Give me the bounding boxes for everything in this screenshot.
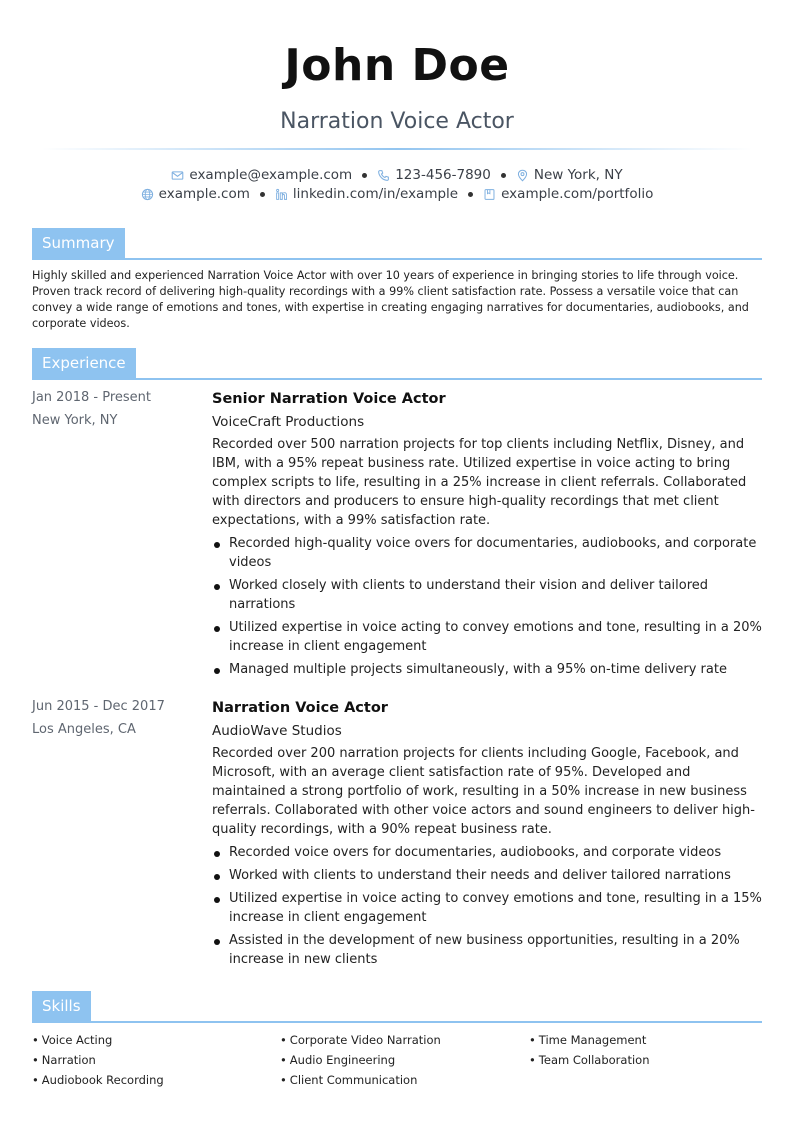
job-details	[212, 389, 762, 683]
contact-linkedin[interactable]	[275, 185, 458, 203]
job-bullets	[212, 843, 762, 969]
list-item: Worked with clients to understand their needs and deliver tailored narrations	[212, 866, 762, 885]
skill-item: • Audiobook Recording	[32, 1070, 164, 1090]
location-text: New York, NY	[533, 167, 623, 183]
section-title-experience: Experience	[32, 348, 136, 378]
list-item: Assisted in the development of new business opportunities, resulting in a 20% increase in new clients	[212, 931, 762, 969]
job-role: Narration Voice Actor	[212, 700, 388, 716]
skill-item: • Corporate Video Narration	[280, 1030, 441, 1050]
job-dates: Jun 2015 - Dec 2017	[32, 699, 165, 714]
job-bullets	[212, 534, 762, 679]
separator-dot	[362, 173, 367, 178]
skills-column	[529, 1030, 650, 1070]
globe-icon	[141, 188, 154, 201]
job-role: Senior Narration Voice Actor	[212, 391, 446, 407]
job-dates: Jan 2018 - Present	[32, 390, 151, 405]
envelope-icon	[171, 169, 184, 182]
separator-dot	[260, 192, 265, 197]
section-rule	[32, 258, 762, 260]
summary-section-header	[32, 228, 762, 260]
skills-section-header	[32, 991, 762, 1023]
job-location: Los Angeles, CA	[32, 722, 136, 737]
section-rule	[32, 1021, 762, 1023]
contact-location	[516, 166, 623, 184]
skill-item: • Audio Engineering	[280, 1050, 441, 1070]
phone-icon	[377, 169, 390, 182]
list-item: Worked closely with clients to understand their vision and deliver tailored narrations	[212, 576, 762, 614]
section-title-summary: Summary	[32, 228, 125, 258]
linkedin-text: linkedin.com/in/example	[292, 186, 459, 202]
list-item: Utilized expertise in voice acting to convey emotions and tone, resulting in a 15% increase in client engagement	[212, 889, 762, 927]
job-company: VoiceCraft Productions	[212, 414, 365, 430]
skill-item: • Client Communication	[280, 1070, 441, 1090]
section-title-skills: Skills	[32, 991, 91, 1021]
job-description: Recorded over 500 narration projects for top clients including Netflix, Disney, and IBM, with a 95% repeat business rate. Utilized expertise in voice acting to bring complex scripts to life, resulting in a 25% increase in client referrals. Collaborated with directors and producers to ensure high-quality recordings that met client expectations, with a 99% satisfaction rate.	[212, 437, 747, 528]
list-item: Managed multiple projects simultaneously, with a 95% on-time delivery rate	[212, 660, 762, 679]
summary-text: Highly skilled and experienced Narration Voice Actor with over 10 years of experience in bringing stories to life through voice. Proven track record of delivering high-quality recordings with a 99% client satisfaction rate. Possess a versatile voice that can convey a wide range of emotions and tones, with expertise in creating engaging narratives for documentaries, audiobooks, and corporate videos.	[32, 269, 749, 330]
contact-row-secondary	[32, 185, 762, 203]
skill-item: • Time Management	[529, 1030, 650, 1050]
linkedin-icon	[275, 188, 288, 201]
contact-portfolio[interactable]	[483, 185, 653, 203]
job-title: Narration Voice Actor	[280, 109, 514, 134]
separator-dot	[501, 173, 506, 178]
contact-email[interactable]	[171, 166, 352, 184]
portfolio-text: example.com/portfolio	[501, 186, 654, 202]
job-description: Recorded over 200 narration projects for clients including Google, Facebook, and Microsoft, with an average client satisfaction rate of 95%. Developed and maintained a strong portfolio of work, resulting in a 50% increase in new business referrals. Collaborated with other voice actors and sound engineers to deliver high-quality recordings, with a 90% repeat business rate.	[212, 746, 755, 837]
list-item: Recorded voice overs for documentaries, audiobooks, and corporate videos	[212, 843, 762, 862]
skill-item: • Narration	[32, 1050, 164, 1070]
title-divider	[42, 148, 752, 150]
candidate-name: John Doe	[284, 40, 510, 91]
list-item: Recorded high-quality voice overs for documentaries, audiobooks, and corporate videos	[212, 534, 762, 572]
contact-phone[interactable]	[377, 166, 491, 184]
website-text: example.com	[158, 186, 250, 202]
job-location: New York, NY	[32, 413, 118, 428]
skills-column	[32, 1030, 164, 1090]
separator-dot	[468, 192, 473, 197]
contact-website[interactable]	[141, 185, 250, 203]
skills-column	[280, 1030, 441, 1090]
list-item: Utilized expertise in voice acting to convey emotions and tone, resulting in a 20% increase in client engagement	[212, 618, 762, 656]
phone-text: 123-456-7890	[395, 167, 491, 183]
job-company: AudioWave Studios	[212, 723, 342, 739]
skill-item: • Voice Acting	[32, 1030, 164, 1050]
experience-section-header	[32, 348, 762, 380]
section-rule	[32, 378, 762, 380]
email-text: example@example.com	[189, 167, 353, 183]
job-details	[212, 698, 762, 973]
contact-row-primary	[32, 166, 762, 184]
portfolio-icon	[483, 188, 496, 201]
location-pin-icon	[516, 169, 529, 182]
skill-item: • Team Collaboration	[529, 1050, 650, 1070]
